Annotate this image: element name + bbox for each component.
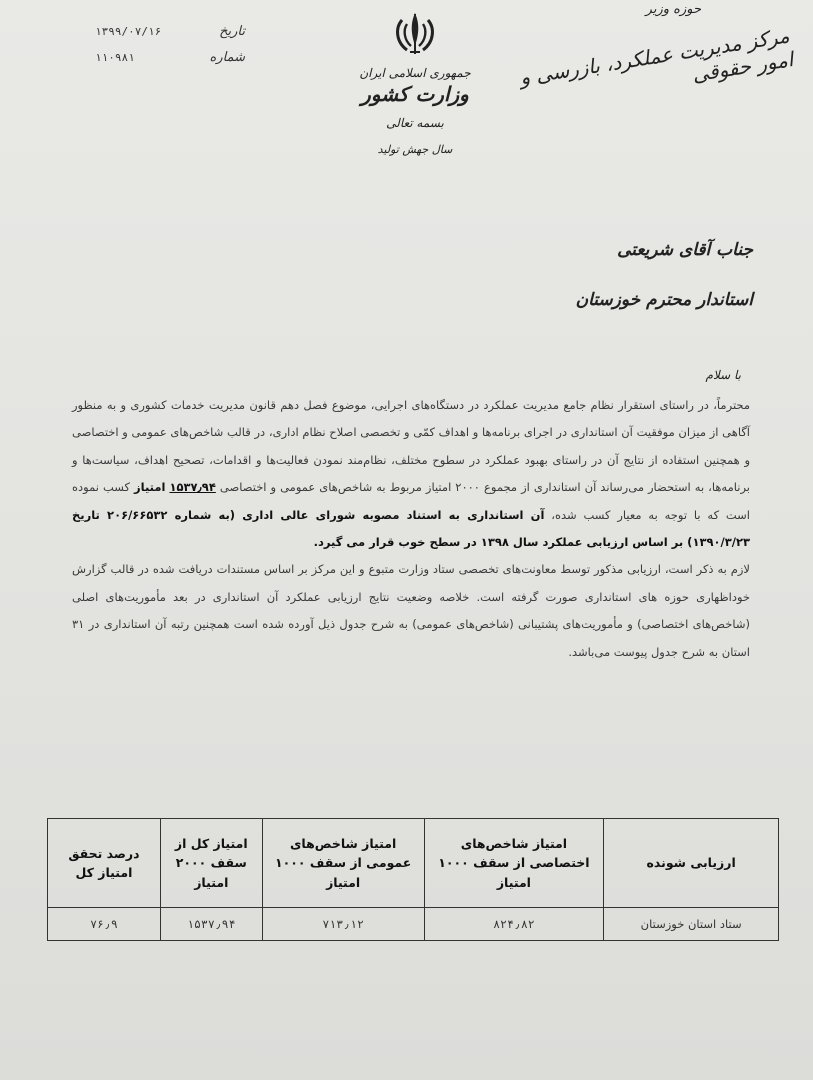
body-paragraph-2 [72,556,750,666]
date-value: ۱۳۹۹/۰۷/۱۶ [95,24,162,38]
iran-emblem-icon [390,12,440,58]
evaluation-result: آن استانداری به استناد مصوبه شورای عالی اداری (به شماره ۲۰۶/۶۶۵۳۲ تاریخ ۱۳۹۰/۳/۲۳) بر اساس ارزیابی عملکرد سال ۱۳۹۸ در سطح خوب قرار می گیرد. [72,507,750,550]
header-total-score: امتیاز کل از سقف ۲۰۰۰ امتیاز [160,819,262,908]
department-heading [511,2,795,90]
number-value: ۱۱۰۹۸۱ [95,50,135,64]
table-header-row [48,819,779,908]
body-paragraph-1 [72,392,750,556]
greeting: با سلام [705,368,741,382]
cell-evaluee: ستاد استان خوزستان [604,908,779,941]
cell-percent: ۷۶٫۹ [48,908,161,941]
ministry-title: وزارت کشور [361,82,469,107]
table-row [48,908,779,941]
bismillah: بسمه تعالی [386,116,444,131]
paragraph-2-text: لازم به ذکر است، ارزیابی مذکور توسط معاونت‌های تخصصی ستاد وزارت متبوع و این مرکز بر اساس مستندات دریافت شده در قالب گزارش خوداظهاری حوزه های استانداری صورت گرفته است. خلاصه وضعیت نتایج ارزیابی عملکرد آن استانداری در بعد مأموریت‌های اصلی (شاخص‌های اختصاصی) و مأموریت‌های پشتیبانی (شاخص‌های عمومی) به شرح جدول ذیل آورده شده است همچنین رتبه آن استانداری در ۳۱ استان به شرح جدول پیوست می‌باشد. [72,562,750,659]
header-general-score: امتیاز شاخص‌های عمومی از سقف ۱۰۰۰ امتیاز [262,819,424,908]
addressee-name: جناب آقای شریعتی [617,240,753,260]
evaluation-table [47,818,779,941]
number-row [95,44,245,70]
cell-general-score: ۷۱۳٫۱۲ [262,908,424,941]
office-label: حوزه وزیر [645,2,701,17]
letter-body [72,392,750,666]
score-suffix: امتیاز [134,480,166,495]
header-specific-score: امتیاز شاخص‌های اختصاصی از سقف ۱۰۰۰ امتیاز [424,819,604,908]
date-label: تاریخ [219,23,245,39]
header-evaluee: ارزیابی شونده [604,819,779,908]
letterhead-center [345,12,485,156]
date-row [95,18,245,44]
year-slogan: سال جهش تولید [377,142,453,156]
addressee-title: استاندار محترم خوزستان [575,290,753,310]
header-percent: درصد تحقق امتیاز کل [48,819,161,908]
department-center: مرکز مدیریت عملکرد، بازرسی و امور حقوقی [518,23,795,90]
cell-specific-score: ۸۲۴٫۸۲ [424,908,604,941]
paragraph-1-text-continued: کسب نموده است که با توجه به معیار کسب شده، [72,480,751,522]
number-label: شماره [209,49,245,65]
cell-total-score: ۱۵۳۷٫۹۴ [160,908,262,941]
score-value: ۱۵۳۷٫۹۴ [169,480,216,495]
paragraph-1-text: محترماً، در راستای استقرار نظام جامع مدیریت عملکرد در دستگاه‌های اجرایی، موضوع فصل دهم قانون مدیریت خدمات کشوری و به منظور آگاهی از میزان موفقیت آن استانداری در اجرای برنامه‌ها و اهداف کمّی و تخصصی اصلاح نظام اداری، در قالب شاخص‌های عمومی و اختصاصی و همچنین استفاده از نتایج آن در راستای بهبود عملکرد در سطوح مختلف، نظام‌مند نمودن فعالیت‌ها و اقدامات، تصحیح اهداف، سیاست‌ها و برنامه‌ها، به استحضار می‌رساند آن استانداری از مجموع ۲۰۰۰ امتیاز مربوط به شاخص‌های عمومی و اختصاصی [72,398,751,495]
republic-title: جمهوری اسلامی ایران [359,66,471,80]
addressee [453,240,753,310]
letter-meta [95,18,245,70]
